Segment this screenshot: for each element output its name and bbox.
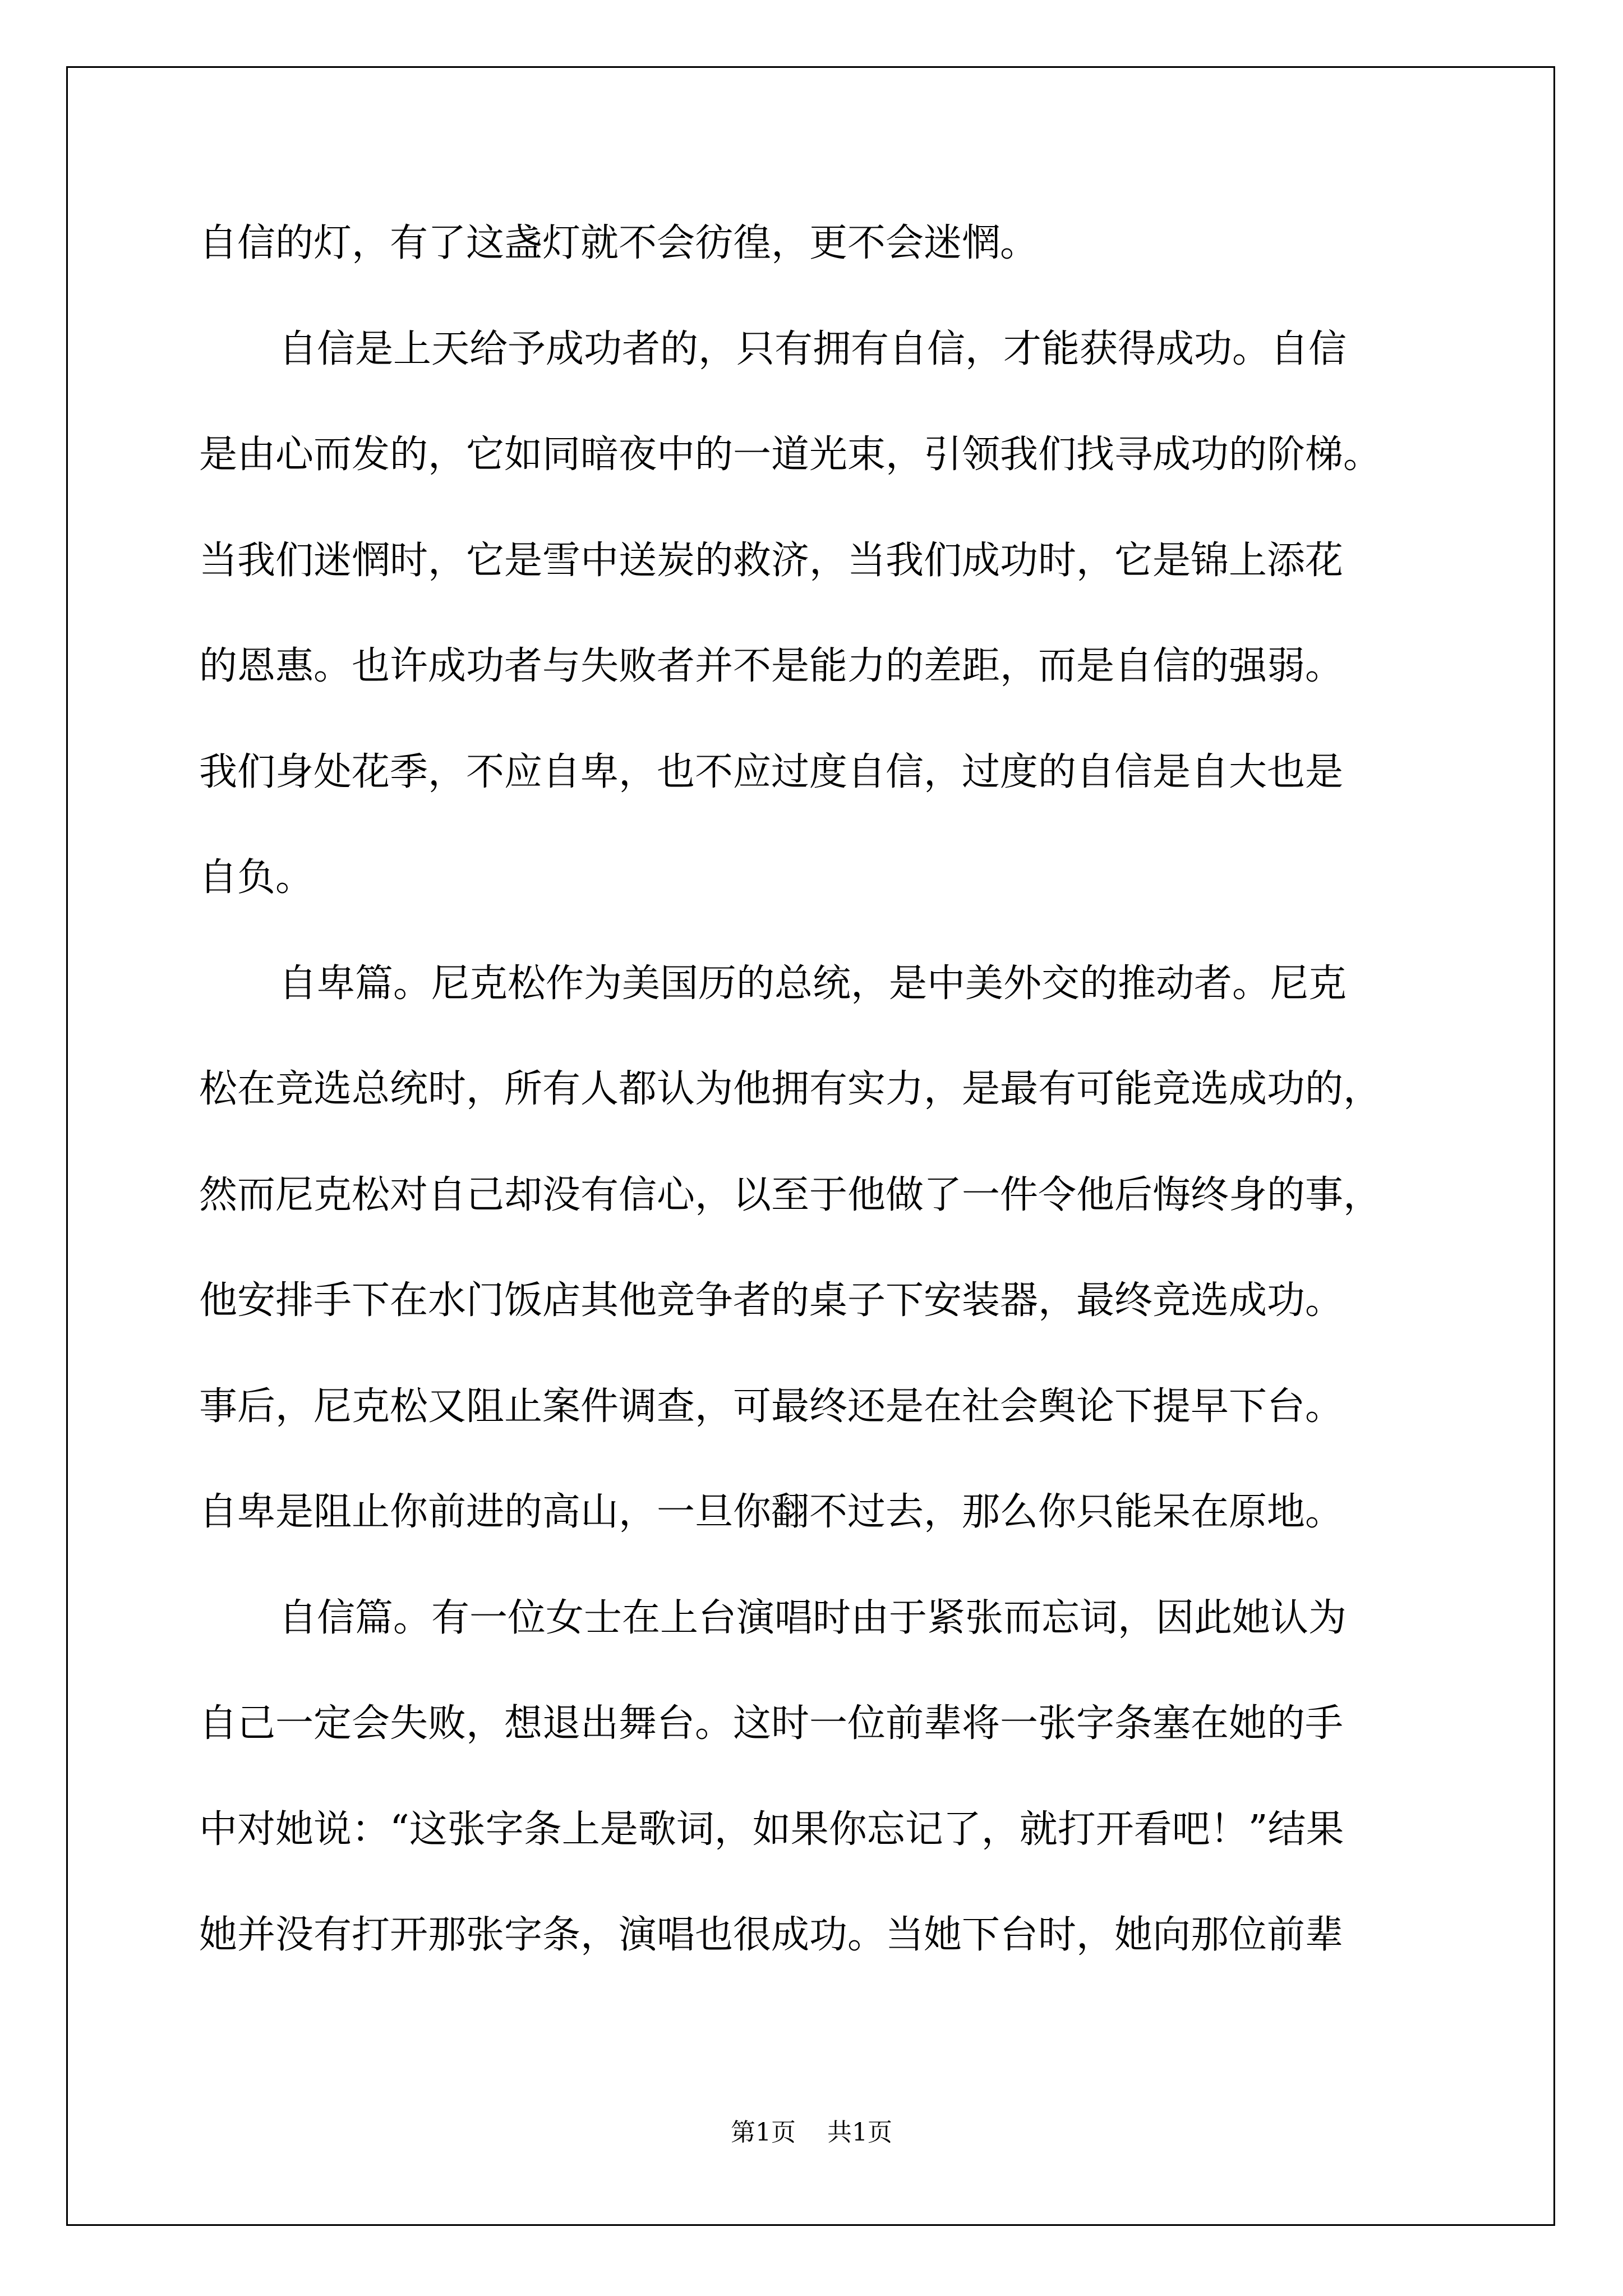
text-line-7: 自负。 — [199, 855, 314, 900]
text-line-11: 他安排手下在水门饭店其他竞争者的桌子下安装器，最终竞选成功。 — [199, 1278, 1344, 1323]
text-line-10: 然而尼克松对自己却没有信心，以至于他做了一件令他后悔终身的事， — [199, 1172, 1382, 1217]
text-line-15: 自己一定会失败，想退出舞台。这时一位前辈将一张字条塞在她的手 — [199, 1701, 1344, 1746]
text-line-3: 是由心而发的，它如同暗夜中的一道光束，引领我们找寻成功的阶梯。 — [199, 432, 1382, 477]
text-line-4: 当我们迷惘时，它是雪中送炭的救济，当我们成功时，它是锦上添花 — [199, 538, 1344, 583]
text-line-2: 自信是上天给予成功者的，只有拥有自信，才能获得成功。自信 — [279, 326, 1347, 371]
page-number: 第1页 — [731, 2118, 796, 2147]
page-footer — [0, 2112, 1623, 2148]
text-line-5: 的恩惠。也许成功者与失败者并不是能力的差距，而是自信的强弱。 — [199, 644, 1344, 688]
text-line-14: 自信篇。有一位女士在上台演唱时由于紧张而忘词，因此她认为 — [279, 1595, 1347, 1640]
text-line-1: 自信的灯，有了这盏灯就不会彷徨，更不会迷惘。 — [199, 221, 1039, 265]
document-body — [199, 191, 1433, 1989]
text-line-12: 事后，尼克松又阻止案件调查，可最终还是在社会舆论下提早下台。 — [199, 1384, 1344, 1429]
text-line-8: 自卑篇。尼克松作为美国历的总统，是中美外交的推动者。尼克 — [279, 961, 1347, 1006]
text-line-9: 松在竞选总统时，所有人都认为他拥有实力，是最有可能竞选成功的， — [199, 1067, 1382, 1111]
text-line-16: 中对她说：“这张字条上是歌词，如果你忘记了，就打开看吧！”结果 — [199, 1807, 1344, 1852]
text-line-6: 我们身处花季，不应自卑，也不应过度自信，过度的自信是自大也是 — [199, 749, 1344, 794]
text-line-13: 自卑是阻止你前进的高山，一旦你翻不过去，那么你只能呆在原地。 — [199, 1490, 1344, 1534]
text-line-17: 她并没有打开那张字条，演唱也很成功。当她下台时，她向那位前辈 — [199, 1913, 1344, 1957]
page-total: 共1页 — [827, 2118, 892, 2147]
